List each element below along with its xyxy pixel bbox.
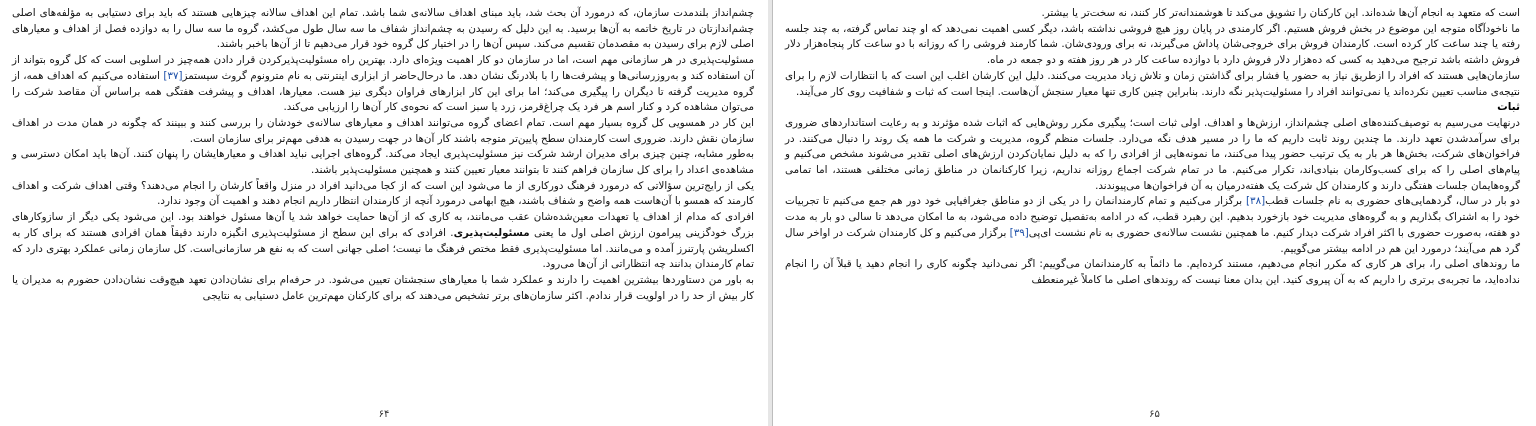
text-run: دو بار در سال، گردهمایی‌های حضوری به نام جلسات قطب — [1265, 195, 1520, 208]
paragraph — [785, 69, 1520, 100]
footnote-ref-link[interactable]: [۳۹] — [1009, 226, 1029, 239]
paragraph — [785, 116, 1520, 195]
paragraph — [12, 147, 754, 178]
text-run: برگزار می‌کنیم و تمام کارمندانمان را در یکی از دو مناطق جغرافیایی خود دور هم جمع می‌کنیم تا تجربیات خود را به اشتراک بگذاریم و به گروه‌های مدیریت خود بازخورد بدهیم. این رهبرد قطب، که در ادامه به‌تفصیل توضیح داده می‌شود، به ما امکان می‌دهد تا سالی دو بار به مدت دو هفته، به‌صورت حضوری با اکثر افراد شرکت دیدار کنیم. ما همچنین نشست سالانه‌ی حضوری به نام نشست ای‌پی — [785, 195, 1520, 239]
text-run: یکی از رایج‌ترین سؤالاتی که درمورد فرهنگ دورکاری از ما می‌شود این است که از کجا می‌دانید افراد در منزل واقعاً کارشان را انجام می‌دهند؟ وقتی اهداف شرکت و اهداف کارمند که همسو با آن‌هاست همه واضح و شفاف باشند، هیچ ابهامی درمورد آنچه از کارمندان انتظار داریم انجام دهند و اهمیت آن وجود ندارد. — [12, 179, 754, 208]
right-page — [772, 0, 1536, 426]
footnote-ref-link[interactable]: [۳۷] — [163, 69, 183, 82]
paragraph — [785, 22, 1520, 69]
text-run: به باور من دستاوردها بیشترین اهمیت را دارند و عملکرد شما با معیارهای سنجشتان تعیین می‌شود. در حرفه‌ام برای نشان‌دادن تعهد هیچ‌وقت نشان‌دادن حضورم به مدیران یا کار بیش از حد را در اولویت قرار ندادم. اکثر سازمان‌های برتر تشخیص می‌دهند که برای کارکنان مهم‌ترین عامل دستیابی به نتایجی — [12, 273, 754, 302]
text-run: سازمان‌هایی هستند که افراد را ازطریق نیاز به حضور یا فشار برای گذاشتن زمان و تلاش زیاد مدیریت می‌کنند. دلیل این کارشان اغلب این است که با انتظارات لازم را برای نتیجه‌ی مناسب تعیین نکرده‌اند یا نمی‌توانند افراد را مسئولیت‌پذیر نگه دارند. بنابراین چنین کاری تنها معیار سنجش آن‌هاست. اینجا است که ثبات و شفافیت روی کار می‌آیند. — [785, 69, 1520, 98]
paragraph — [12, 6, 754, 53]
paragraph — [12, 273, 754, 304]
text-run: برگزار می‌کنیم و کل کارمندان شرکت در اواخر سال گرد هم می‌آیند؛ درمورد این هم در ادامه بیشتر می‌گوییم. — [785, 226, 1520, 255]
text-run: استفاده می‌کنیم که اهداف همه، از گروه مدیریت گرفته تا دیگران را پیگیری می‌کند؛ اما برای این کار ابزارهای فراوان دیگری نیز هست. معیارها، اهداف و پیشرفت هفتگی همه براساس آن مقاصد شرکت را می‌توان مشاهده کرد و کنار اسم هر فرد یک چراغ‌قرمز، زرد یا سبز است که نحوه‌ی کار آن‌ها را ارزیابی می‌کند. — [12, 69, 754, 114]
text-run: این کار در همسویی کل گروه بسیار مهم است. تمام اعضای گروه می‌توانند اهداف و معیارهای سالانه‌ی خودشان را بررسی کنند و ببینند که چگونه در همان مدت در اهداف سازمان نقش دارند. ضروری است کارمندان سطح پایین‌تر متوجه باشند کار آن‌ها در جهت رسیدن به هدفی مهم‌تر برای سازمان است. — [12, 116, 754, 145]
left-page-body — [12, 6, 754, 304]
text-run: است که متعهد به انجام آن‌ها شده‌اند. این کارکنان را تشویق می‌کند تا هوشمندانه‌تر کار کنند، نه سخت‌تر یا بیشتر. — [1041, 7, 1520, 19]
text-run: ما ناخودآگاه متوجه این موضوع در بخش فروش هستیم. اگر کارمندی در پایان روز هیچ فروشی نداشته باشد، دیگر کسی اهمیت نمی‌دهد که او چند تماس گرفته، به چند جلسه رفته یا چند ساعت کار کرده است. کارمندان فروش برای خروجی‌شان پاداش می‌گیرند، نه برای ورودی‌شان. شما کارمند فروشی را که روزانه با دو ساعت کار پنجاه‌هزار دلار فروش داشته باشد ترجیح می‌دهید به کسی که ده‌هزار دلار فروش دارد با دوازده ساعت کار در هر روز هفته و دو جمعه در ماه. — [785, 22, 1520, 67]
text-run: افرادی که مدام از اهداف یا تعهدات معین‌شده‌شان عقب می‌مانند، به کاری که از آن‌ها حمایت خواهد شد یا آن‌ها مسئول خواهند بود. این می‌شود یکی دیگر از سازوکارهای بزرگ خودگزینی پیرامون ارزش اصلی اول ما یعنی — [12, 211, 755, 239]
bold-term: مسئولیت‌پذیری — [453, 226, 530, 239]
page-number-left: ۶۴ — [378, 409, 390, 420]
text-run: ما روندهای اصلی را، برای هر کاری که مکرر انجام می‌دهیم، مستند کرده‌ایم. ما دائماً به کارمندانمان می‌گوییم: اگر نمی‌دانید چگونه کاری را انجام دهید یا قبلاً آن را انجام نداده‌اید، ما تجربه‌ی برتری را داریم که به آن پیروی کنید. این بدان معنا نیست که روندهای اصلی ما کاملاً غیرمنعطف — [785, 258, 1520, 286]
text-run: . افرادی که برای این سطح از مسئولیت‌پذیری انگیزه دارند دقیقاً همان افرادی هستند که برای کار به اکسلریشن پارتنرز آمده و می‌مانند. اما مسئولیت‌پذیری فقط مختص فرهنگ ما نیست؛ اصلی جهانی است که به نفع هر سازمانی‌است. کل سازمان زمانی عملکرد بهتری دارد که تمام کارمندان بدانند چه انتظاراتی از آن‌ها می‌رود. — [12, 226, 754, 271]
right-page-body — [785, 6, 1520, 289]
paragraph — [12, 179, 754, 210]
paragraph — [785, 194, 1520, 257]
paragraph — [12, 210, 754, 273]
text-run: چشم‌انداز بلندمدت سازمان، که درمورد آن بحث شد، باید مبنای اهداف سالانه‌ی شما باشد. تمام این اهداف سالانه چیزهایی هستند که باید برای دستیابی به مؤلفه‌های اصلی چشم‌اندازتان در تاریخ خاتمه به آن‌ها برسید. به این دلیل که رسیدن به چشم‌انداز شفاف ما سه سال طول می‌کشد، گروه ما سه سال را به دوازده فصل از اهداف و معیارهای اصلی لازم برای رسیدن به مقصدمان تقسیم می‌کند. سپس آن‌ها را در اختیار کل گروه خود قرار می‌دهیم تا از آن‌ها باخبر باشند. — [12, 7, 754, 51]
text-run: مسئولیت‌پذیری در هر سازمانی مهم است، اما در سازمان دو کار اهمیت ویژه‌ای دارد. بهترین راه مسئولیت‌پذیرکردن قرار دادن همه‌چیز در اسلوبی است که کل گروه بتواند از آن استفاده کند و به‌روزرسانی‌ها و پیشرفت‌ها را با بلادرنگ نشان دهد. ما درحال‌حاضر از ابزاری اینترنتی به نام مترونوم گروث سیستمز — [12, 54, 754, 82]
text-run: ثبات — [1497, 101, 1520, 114]
section-heading — [785, 100, 1520, 116]
paragraph — [12, 53, 754, 116]
text-run: درنهایت می‌رسیم به توصیف‌کننده‌های اصلی چشم‌انداز، ارزش‌ها و اهداف. اولی ثبات است؛ پیگیری مکرر روش‌هایی که اثبات شده مؤثرند و به رعایت استانداردهای ضروری برای سرآمدشدن تعهد دارند. ما چندین روند ثابت داریم که ما را در مسیر هدف نگه می‌دارد. جلسات منظم گروه، مدیریت و شرکت ما همه یک روند را دنبال می‌کنند. در فراخوان‌های شرکت، بخش‌ها هر بار به یک ترتیب حضور پیدا می‌کنند، ما نمونه‌هایی از افرادی را که به دلیل نمایان‌کردن ارزش‌های اصلی تقدیر می‌شوند مشخص می‌کنیم و پیام‌های اصلی را که برای کسب‌وکارمان بنیادی‌اند، تکرار می‌کنیم. ما در تمام شرکت اجماع روزانه نداریم، زیرا کارکنانمان در مناطق زمانی مختلفی هستند، اما تمامی گروه‌هایمان جلسات هفتگی دارند و کارمندان کل شرکت یک هفته‌درمیان به آن فراخوان‌ها می‌پیوندند. — [785, 116, 1520, 192]
paragraph — [12, 116, 754, 147]
paragraph — [785, 257, 1520, 288]
footnote-ref-link[interactable]: [۳۸] — [1246, 195, 1266, 208]
paragraph — [785, 6, 1520, 22]
text-run: به‌طور مشابه، چنین چیزی برای مدیران ارشد شرکت نیز مسئولیت‌پذیری ایجاد می‌کند. گروه‌های اجرایی نباید اهداف و معیارهایشان را پنهان کنند. آن‌ها باید امکان دسترسی و مشاهده‌ی اعداد را برای کل سازمان فراهم کنند تا بتوانند معیار تعیین کنند و همچنین مسئولیت‌پذیر باشند. — [12, 148, 754, 177]
page-number-right: ۶۵ — [1149, 409, 1160, 420]
